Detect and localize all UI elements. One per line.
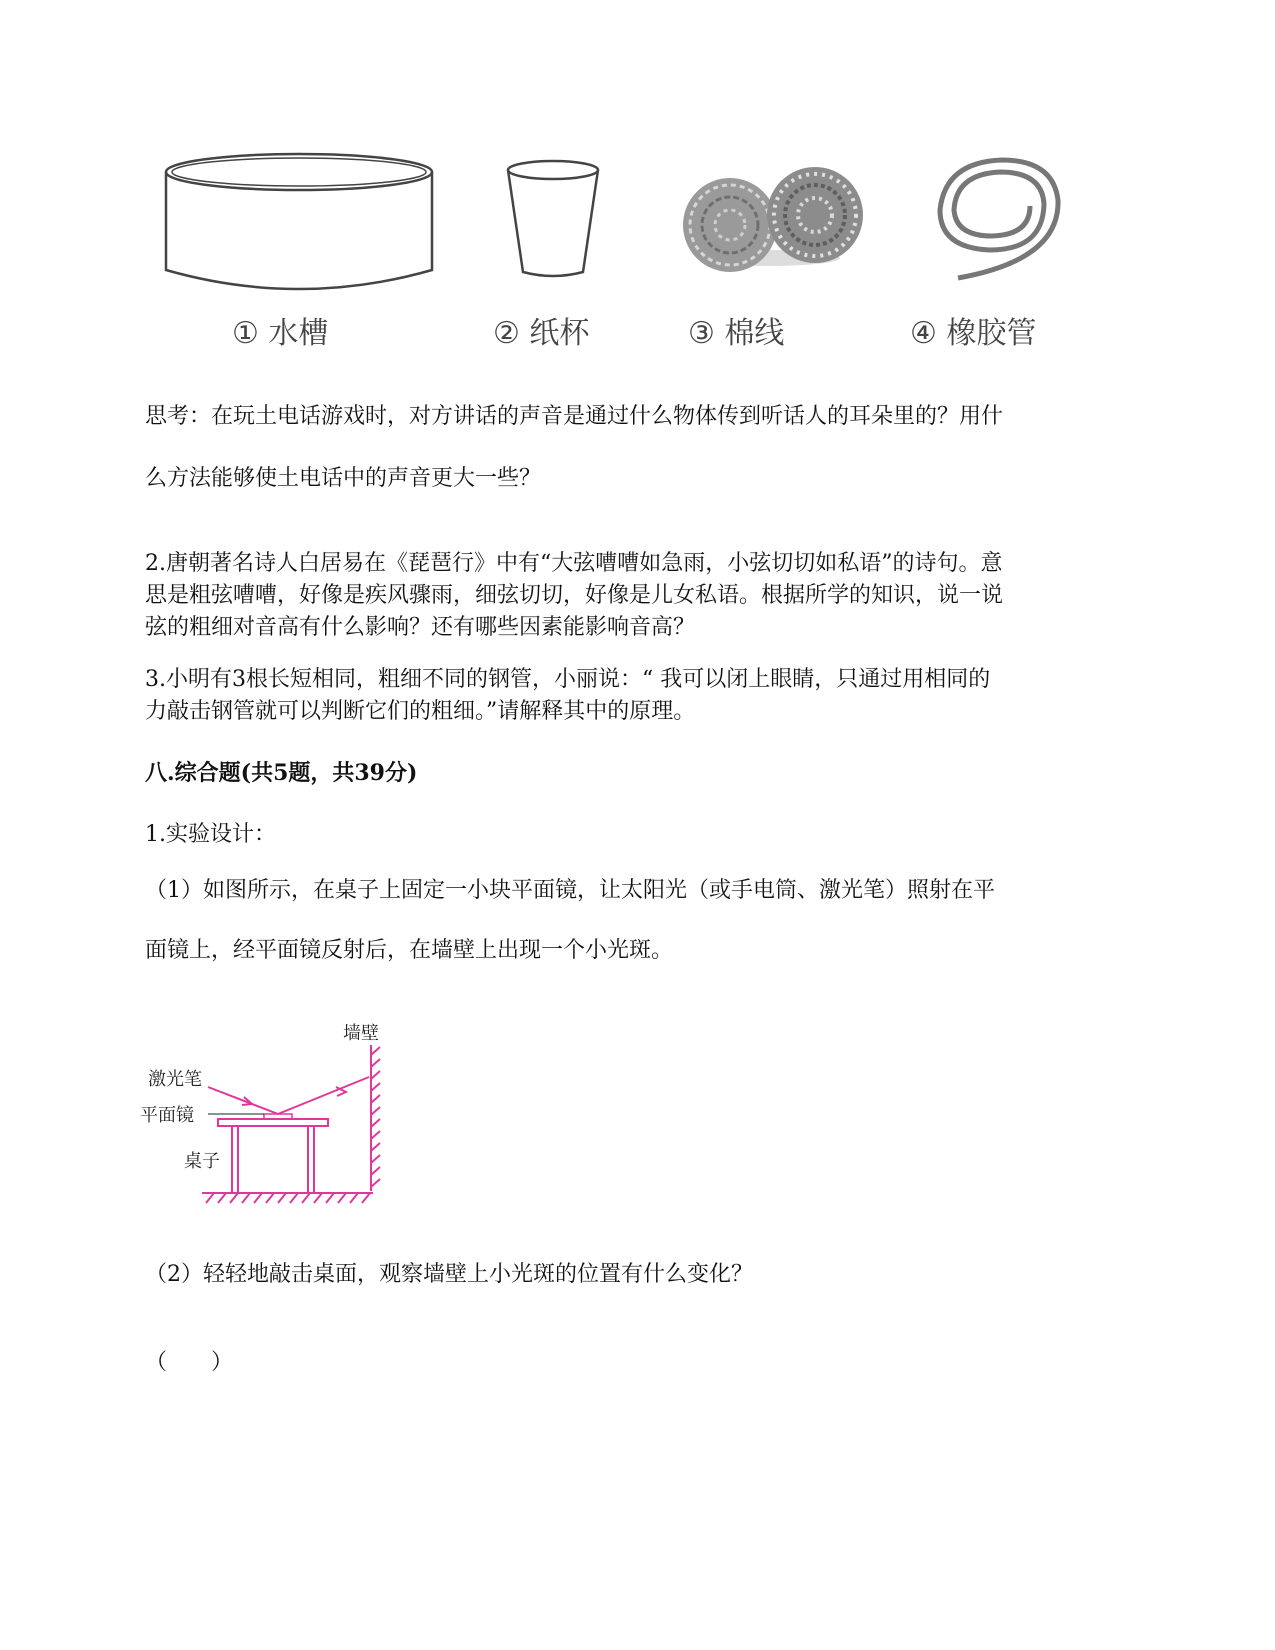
experiment-title: 1.实验设计：: [145, 822, 276, 847]
answer-blank: （ ）: [145, 1350, 234, 1375]
diagram-label-laser: 激光笔: [148, 1069, 202, 1090]
diagram-label-mirror: 平面镜: [140, 1105, 194, 1126]
question-3-line-1: 3.小明有3根长短相同，粗细不同的钢管，小丽说：“ 我可以闭上眼睛，只通过用相同的: [145, 667, 991, 692]
experiment-step-1-line-2: 面镜上，经平面镜反射后，在墙壁上出现一个小光斑。: [145, 938, 674, 963]
material-label-paper-cup: ② 纸杯: [493, 316, 590, 351]
material-label-rubber-tube: ④ 橡胶管: [910, 316, 1037, 351]
materials-illustration: [150, 140, 1110, 310]
water-tank-icon: [166, 154, 432, 289]
rubber-tube-icon: [940, 160, 1058, 278]
material-label-cotton-thread: ③ 棉线: [688, 316, 785, 351]
diagram-label-table: 桌子: [184, 1151, 220, 1172]
paper-cup-icon: [508, 161, 598, 276]
section-heading: 八.综合题(共5题，共39分): [145, 760, 418, 786]
materials-figure: [150, 140, 1110, 370]
diagram-label-wall: 墙壁: [343, 1023, 379, 1044]
cotton-thread-icon: [683, 167, 863, 272]
question-2-line-2: 思是粗弦嘈嘈，好像是疾风骤雨，细弦切切，好像是儿女私语。根据所学的知识，说一说: [145, 583, 1004, 608]
think-question-line-1: 思考：在玩土电话游戏时，对方讲话的声音是通过什么物体传到听话人的耳朵里的？用什: [145, 404, 1004, 429]
question-2-line-3: 弦的粗细对音高有什么影响？还有哪些因素能影响音高？: [145, 615, 696, 640]
experiment-step-2: （2）轻轻地敲击桌面，观察墙壁上小光斑的位置有什么变化？: [145, 1262, 753, 1287]
experiment-step-1-line-1: （1）如图所示，在桌子上固定一小块平面镜，让太阳光（或手电筒、激光笔）照射在平: [145, 878, 995, 903]
question-3-line-2: 力敲击钢管就可以判断它们的粗细。”请解释其中的原理。: [145, 699, 696, 724]
think-question-line-2: 么方法能够使土电话中的声音更大一些？: [145, 466, 542, 491]
laser-table-diagram: [140, 1015, 400, 1210]
question-2-line-1: 2.唐朝著名诗人白居易在《琵琶行》中有“大弦嘈嘈如急雨，小弦切切如私语”的诗句。意: [145, 551, 1003, 576]
material-label-water-tank: ① 水槽: [232, 316, 329, 351]
